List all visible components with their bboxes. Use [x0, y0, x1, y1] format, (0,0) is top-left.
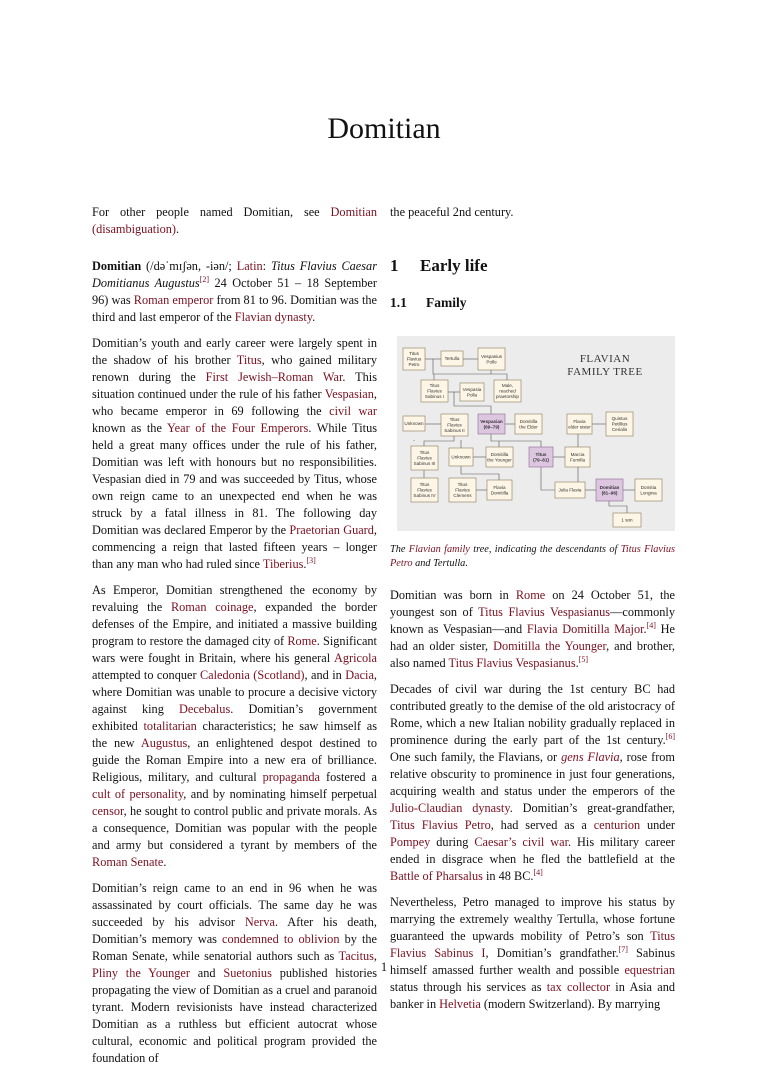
tiberius-link[interactable]: Tiberius — [262, 557, 304, 571]
four-emperors-link[interactable]: Year of the Four Emperors — [167, 421, 309, 435]
paragraph-youth — [92, 335, 377, 573]
tree-connector-line — [491, 434, 541, 447]
tree-node-label: elder sister — [568, 424, 591, 430]
text: Nevertheless, Petro managed to improve his status by marrying the extremely wealthy Tertulla, whose fortune guaranteed the upwards mobility of Petro’s son — [390, 895, 675, 943]
tree-node-polla[interactable] — [460, 383, 484, 401]
tree-node-label: Domitia — [640, 484, 657, 490]
text: . His military career ended in disgrace when he fled the battlefield at the — [390, 835, 675, 866]
titus-link[interactable]: Titus — [236, 353, 262, 367]
tree-node-label: Domitilla — [490, 451, 509, 457]
tree-node-label: Domitian — [599, 484, 620, 490]
text: . — [575, 656, 579, 670]
tree-node-label: praetorship — [496, 394, 519, 399]
tree-node-label: reached — [499, 388, 516, 394]
tree-node-label: Vespasian — [480, 418, 503, 424]
tree-node-unknown1[interactable] — [403, 416, 425, 431]
tree-node-label: Julia Flavia — [558, 487, 582, 493]
helvetia-link[interactable]: Helvetia — [439, 997, 481, 1011]
tree-node-label: Titus — [457, 482, 468, 488]
text: , and by nominating himself perpetual — [183, 787, 377, 801]
julio-claudian-link[interactable]: Julio-Claudian dynasty — [390, 801, 510, 815]
pharsalus-link[interactable]: Battle of Pharsalus — [390, 869, 483, 883]
text: on 24 October 51, the youngest son of — [390, 588, 675, 619]
tree-node-domitilla-younger[interactable] — [486, 447, 513, 467]
tree-node-label: Quintus — [611, 416, 628, 422]
ref-4-link[interactable]: [4] — [533, 867, 543, 877]
tree-node-sabinus2[interactable] — [441, 414, 468, 436]
lead-text-c: . — [312, 310, 316, 324]
text: . This situation continued under the rule of his father — [92, 370, 377, 401]
ref-2[interactable] — [200, 276, 209, 290]
flavian-family-link[interactable]: Flavian family — [408, 544, 470, 555]
text: Domitian’s youth and early career were largely spent in the shadow of his brother — [92, 336, 377, 367]
paragraph-decades — [390, 681, 675, 885]
tree-node-label: Domitilla — [519, 418, 538, 424]
text: , had served as a — [490, 818, 594, 832]
roman-senate-link[interactable]: Roman Senate — [92, 855, 164, 869]
lead-text-b: from 81 to 96. Domitian was the third and last emperor of the — [92, 293, 377, 324]
family-tree-diagram — [397, 336, 675, 531]
tree-node-fulvilla[interactable] — [565, 447, 590, 467]
propaganda-link[interactable]: propaganda — [262, 770, 320, 784]
tree-node-male[interactable] — [494, 380, 521, 402]
caledonia-link[interactable]: Caledonia (Scotland) — [199, 668, 305, 682]
tree-node-label: Pollo — [486, 359, 497, 365]
text: . While Titus held a great many offices under the rule of his father, Domitian was left with honours but no responsibilities. Vespasian died in 79 and was succeeded by Titus, whose own reign came to an unexpected end when he was struck by a fatal illness in 81. The following day Domitian was declared Emperor by the — [92, 421, 378, 537]
tree-node-pollo[interactable] — [478, 348, 505, 370]
hatnote-text: For other people named Domitian, see — [92, 205, 331, 219]
right-column — [390, 204, 675, 1022]
text: status through his services as — [390, 980, 547, 994]
tree-node-clemens[interactable] — [449, 478, 476, 502]
text: , who became emperor in 69 following the — [92, 387, 377, 418]
jewish-war-link[interactable]: First Jewish–Roman War — [205, 370, 343, 384]
text: , an enlightened despot destined to guide the Roman Empire into a new era of brilliance. Religious, military, and cultural — [92, 736, 377, 784]
text: and — [189, 966, 224, 980]
tree-node-label: Petillius — [611, 421, 628, 427]
text: Sabinus himself amassed further wealth and possible — [390, 946, 675, 977]
rome-link[interactable]: Rome — [287, 634, 317, 648]
text: tree, indicating the descendants of — [469, 544, 621, 555]
page-number: 1 — [380, 960, 388, 974]
text: He had an older sister, — [390, 622, 675, 653]
tree-node-tertulla[interactable] — [441, 351, 463, 366]
text: . Domitian’s great-grandfather, — [509, 801, 676, 815]
tree-node-label: Flavius — [455, 487, 470, 493]
decebalus-link[interactable]: Decebalus — [179, 702, 231, 716]
section-heading-early-life — [390, 257, 675, 274]
suetonius-link[interactable]: Suetonius — [223, 966, 272, 980]
tree-node-label: Tertulla — [444, 356, 460, 362]
text: —commonly known as Vespasian—and — [390, 605, 675, 636]
paragraph-emperor — [92, 582, 377, 871]
tree-connector-line — [609, 501, 627, 513]
sabinus-link[interactable]: Titus Flavius Sabinus I — [390, 929, 675, 960]
tree-node-label: Unknown — [404, 421, 424, 427]
tree-node-petro[interactable] — [403, 348, 425, 370]
tree-heading-line1: FLAVIAN — [579, 353, 631, 365]
left-column — [92, 204, 377, 1076]
text: fostered a — [320, 770, 378, 784]
paragraph-birth — [390, 587, 675, 672]
text: , — [373, 949, 377, 963]
tree-node-label: Unknown — [451, 454, 471, 460]
tree-node-label: Marcia — [570, 451, 585, 457]
tree-node-label: Sabinus IV — [413, 493, 436, 498]
text: , he sought to control public and private morals. As a consequence, Domitian was popular with the people and army but considered a tyrant by members of the — [92, 804, 377, 852]
tree-node-label: Titus — [409, 351, 419, 357]
tree-node-label: Flavius — [417, 487, 432, 493]
tree-node-domitian[interactable] — [596, 479, 623, 501]
text: , expanded the border defenses of the Empire, and initiated a massive building program to restore the damaged city of — [92, 600, 378, 648]
text: Domitian was born in — [390, 588, 516, 602]
civil-war-link[interactable]: civil war — [329, 404, 377, 418]
text: , who gained military renown during the — [92, 353, 377, 384]
text: . — [643, 622, 647, 636]
tree-node-label: the Elder — [519, 424, 538, 430]
ref-5-link[interactable]: [5] — [578, 654, 589, 664]
latin-sep: : — [262, 259, 271, 273]
text: . — [163, 855, 167, 869]
text: , Domitian’s grandfather. — [485, 946, 619, 960]
text: The — [390, 544, 409, 555]
tree-node-label: Polla — [466, 392, 478, 398]
tree-node-label: Flavius — [427, 388, 442, 394]
tree-node-unknown2[interactable] — [449, 448, 473, 466]
section-title: Early life — [420, 256, 488, 275]
tree-node-label: Sabinus II — [444, 428, 465, 433]
lead-paragraph — [92, 258, 377, 326]
text: , where Domitian was unable to procure a decisive victory against king — [92, 668, 377, 716]
gens-flavia-link[interactable]: gens Flavia — [561, 750, 620, 764]
section-number: 1 — [390, 256, 399, 275]
equestrian-link[interactable]: equestrian — [624, 963, 675, 977]
coinage-link[interactable]: Roman coinage — [170, 600, 254, 614]
tree-node-label: Cerialis — [611, 427, 628, 432]
text: . Domitian’s government exhibited — [92, 702, 378, 733]
tree-node-label: Titus — [449, 417, 460, 423]
dacia-link[interactable]: Dacia — [345, 668, 374, 682]
text: and Tertulla. — [412, 558, 468, 569]
tree-node-label: the Younger — [487, 457, 512, 463]
tree-node-label: Furnilla — [569, 457, 586, 463]
vespasianus-link[interactable]: Titus Flavius Vespasianus — [478, 605, 611, 619]
continued-text: the peaceful 2nd century. — [390, 205, 514, 219]
tree-node-label: Flavia — [573, 418, 586, 424]
text: Domitian’s reign came to an end in 96 when he was assassinated by court officials. The same day he was succeeded by his advisor — [92, 881, 377, 929]
centurion-link[interactable]: centurion — [593, 818, 641, 832]
totalitarian-link[interactable]: totalitarian — [143, 719, 197, 733]
text: in Asia and banker in — [390, 980, 675, 1011]
tree-node-label: Flavius — [406, 356, 422, 362]
petro-link[interactable]: Titus Flavius Petro — [390, 544, 675, 569]
damnatio-link[interactable]: condemned to oblivion — [222, 932, 340, 946]
tree-node-label: Flavius — [447, 422, 462, 428]
ref-7-link[interactable]: [7] — [618, 944, 628, 954]
paragraph-petro — [390, 894, 675, 1013]
tree-node-label: Male, — [501, 383, 514, 389]
tree-node-label: Petro — [408, 362, 420, 367]
tree-node-cerialis[interactable] — [606, 412, 633, 436]
tree-node-label: Clemens — [453, 493, 472, 498]
augustus-link[interactable]: Augustus — [140, 736, 188, 750]
latin-link[interactable]: Latin — [236, 259, 263, 273]
tree-node-flavia-domitilla[interactable] — [487, 480, 512, 500]
tree-node-domitilla-elder[interactable] — [515, 414, 542, 434]
text: , commencing a reign that lasted fifteen years – longer than any man who had ruled since — [92, 523, 377, 571]
tree-connector-line — [541, 467, 555, 490]
text: Decades of civil war during the 1st century BC had contributed greatly to the demise of the old aristocracy of Rome, which a new Italian nobility gradually replaced in prominence during the early part of the 1st century. — [390, 682, 675, 747]
text: . Significant wars were fought in Britain, where his general — [92, 634, 377, 665]
tree-heading-line2: FAMILY TREE — [567, 366, 643, 378]
tree-node-label: Sabinus I — [424, 394, 445, 399]
disambiguation-link[interactable]: Domitian (disambiguation) — [92, 205, 377, 236]
text: under — [640, 818, 676, 832]
text: known as the — [92, 421, 168, 435]
domitilla-major-link[interactable]: Flavia Domitilla Major — [526, 622, 644, 636]
ref-2-link[interactable]: [2] — [199, 274, 210, 284]
tree-node-label: Vespasius — [481, 353, 502, 359]
agricola-link[interactable]: Agricola — [333, 651, 377, 665]
tree-node-titus[interactable] — [529, 447, 553, 467]
tree-node-julia[interactable] — [555, 482, 585, 498]
ipa-text: (/dəˈmɪʃən, -iən/; — [141, 259, 237, 273]
text: , and in — [304, 668, 346, 682]
text: (modern Switzerland). By marrying — [480, 997, 661, 1011]
text: . — [303, 557, 307, 571]
tree-node-label: Vespasia — [462, 386, 482, 392]
praetorian-guard-link[interactable]: Praetorian Guard — [289, 523, 374, 537]
hatnote-end: . — [176, 222, 180, 236]
ref-3-link[interactable]: [3] — [306, 555, 316, 565]
tacitus-link[interactable]: Tacitus — [338, 949, 374, 963]
tree-node-label: Flavius — [417, 455, 432, 461]
flavian-dynasty-link[interactable]: Flavian dynasty — [234, 310, 313, 324]
petro-link[interactable]: Titus Flavius Petro — [390, 818, 491, 832]
family-tree-figure[interactable] — [397, 336, 675, 531]
subsection-number: 1.1 — [390, 295, 407, 310]
ref-4-link[interactable]: [4] — [646, 620, 656, 630]
tree-node-sabinus3[interactable] — [411, 446, 438, 470]
tree-node-label: (69–79) — [483, 424, 500, 430]
text: , and brother, also named — [390, 639, 676, 670]
caesar-civil-war-link[interactable]: Caesar’s civil war — [474, 835, 568, 849]
tree-node-longina[interactable] — [635, 479, 662, 501]
tree-node-label: Titus — [419, 482, 430, 488]
tree-node-label: Titus — [429, 383, 440, 389]
tree-node-sabinus4[interactable] — [411, 478, 438, 502]
subsection-heading-family — [390, 294, 675, 311]
text: One such family, the Flavians, or — [390, 750, 562, 764]
text: attempted to conquer — [92, 668, 200, 682]
vespasianus-brother-link[interactable]: Titus Flavius Vespasianus — [448, 656, 576, 670]
tree-node-label: (79–81) — [533, 457, 549, 463]
figure-caption — [390, 543, 675, 571]
text: characteristics; he saw himself as the new — [92, 719, 378, 750]
tree-node-label: Domitilla — [490, 490, 509, 496]
text: by the Roman Senate, while senatorial authors such as — [92, 932, 377, 963]
ref-6-link[interactable]: [6] — [665, 731, 675, 741]
tree-node-label: Flavia — [493, 484, 506, 490]
text: , rose from relative obscurity to prominence in just four generations, acquiring wealth and status under the emperors of the — [390, 750, 676, 798]
lead-name: Domitian — [92, 259, 142, 273]
nerva-link[interactable]: Nerva — [244, 915, 275, 929]
roman-emperor-link[interactable]: Roman emperor — [133, 293, 214, 307]
vespasian-link[interactable]: Vespasian — [324, 387, 374, 401]
text: published histories propagating the view of Domitian as a cruel and paranoid tyrant. Modern revisionists have instead characterized Domitian as a ruthless but efficient autocrat whose cultural, economic and political program provided the foundation of — [92, 966, 377, 1065]
pompey-link[interactable]: Pompey — [390, 835, 431, 849]
tree-node-label: Longina — [640, 490, 657, 496]
domitilla-younger-link[interactable]: Domitilla the Younger — [493, 639, 607, 653]
hatnote — [92, 204, 377, 238]
tree-node-label: Titus — [419, 450, 430, 456]
cult-of-personality-link[interactable]: cult of personality — [92, 787, 184, 801]
tree-connector-line — [424, 436, 454, 446]
text: As Emperor, Domitian strengthened the economy by revaluing the — [92, 583, 377, 614]
tree-node-label: 1 son — [621, 517, 633, 523]
text: in 48 BC. — [482, 869, 534, 883]
page-title: Domitian — [327, 112, 441, 145]
subsection-title: Family — [426, 295, 467, 310]
tree-node-vespasian[interactable] — [478, 414, 505, 434]
tree-node-label: (81–96) — [601, 490, 618, 496]
tree-node-label: Sabinus III — [413, 461, 436, 466]
tree-node-son[interactable] — [613, 513, 641, 527]
tax-collector-link[interactable]: tax collector — [546, 980, 611, 994]
lead-text-a: 24 October 51 – 18 September 96) was — [92, 276, 377, 307]
text: during — [430, 835, 475, 849]
tree-node-flavia[interactable] — [567, 414, 592, 434]
rome-link[interactable]: Rome — [515, 588, 546, 602]
pliny-link[interactable]: Pliny the Younger — [92, 966, 190, 980]
tree-node-label: Titus — [535, 451, 547, 457]
text: . After his death, Domitian’s memory was — [92, 915, 377, 946]
censor-link[interactable]: censor — [92, 804, 124, 818]
latin-name: Titus Flavius Caesar Domitianus Augustus — [92, 259, 377, 290]
tree-node-sabinus1[interactable] — [421, 380, 448, 402]
